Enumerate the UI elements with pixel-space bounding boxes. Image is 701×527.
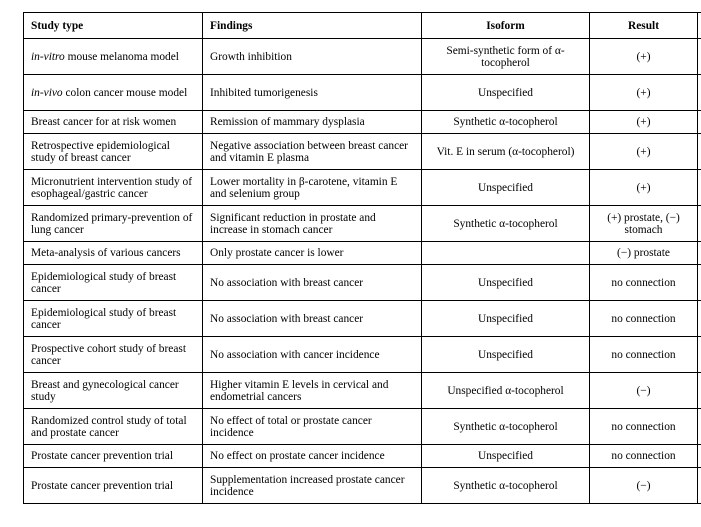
study-type-text: Epidemiological study of breast cancer bbox=[31, 306, 177, 331]
table-row bbox=[24, 170, 701, 206]
cell-result: (−) prostate bbox=[590, 242, 698, 265]
cell-study-type bbox=[24, 242, 203, 265]
cell-findings: Only prostate cancer is lower bbox=[203, 242, 422, 265]
cell-findings: Remission of mammary dysplasia bbox=[203, 111, 422, 134]
cell-findings: Significant reduction in prostate and increase in stomach cancer bbox=[203, 206, 422, 242]
table-row bbox=[24, 39, 701, 75]
cell-isoform: Unspecified α-tocopherol bbox=[422, 373, 590, 409]
cell-findings: No association with breast cancer bbox=[203, 265, 422, 301]
study-type-text: mouse melanoma model bbox=[64, 50, 179, 63]
cell-extra-column bbox=[698, 445, 701, 468]
table-row bbox=[24, 337, 701, 373]
cell-isoform: Unspecified bbox=[422, 170, 590, 206]
cell-study-type bbox=[24, 301, 203, 337]
cell-result: (+) prostate, (−) stomach bbox=[590, 206, 698, 242]
vitamin-e-studies-table bbox=[23, 12, 701, 504]
study-type-text: Meta-analysis of various cancers bbox=[31, 247, 181, 260]
cell-extra-column bbox=[698, 301, 701, 337]
cell-study-type bbox=[24, 468, 203, 504]
cell-isoform: Unspecified bbox=[422, 337, 590, 373]
cell-isoform: Synthetic α-tocopherol bbox=[422, 409, 590, 445]
study-type-text: Randomized primary-prevention of lung cancer bbox=[31, 211, 193, 236]
cell-findings: No association with breast cancer bbox=[203, 301, 422, 337]
cell-study-type bbox=[24, 206, 203, 242]
cell-result: no connection bbox=[590, 337, 698, 373]
cell-extra-column bbox=[698, 134, 701, 170]
header-isoform: Isoform bbox=[422, 13, 590, 39]
cell-study-type bbox=[24, 111, 203, 134]
header-study-type: Study type bbox=[24, 13, 203, 39]
study-type-text: Micronutrient intervention study of esophageal/gastric cancer bbox=[31, 175, 193, 200]
study-type-text: Retrospective epidemiological study of breast cancer bbox=[31, 139, 170, 164]
cell-study-type bbox=[24, 373, 203, 409]
cell-isoform: Unspecified bbox=[422, 75, 590, 111]
cell-isoform: Synthetic α-tocopherol bbox=[422, 468, 590, 504]
cell-result: (+) bbox=[590, 170, 698, 206]
table-row bbox=[24, 373, 701, 409]
cell-findings: Inhibited tumorigenesis bbox=[203, 75, 422, 111]
cell-extra-column bbox=[698, 409, 701, 445]
cell-findings: No effect on prostate cancer incidence bbox=[203, 445, 422, 468]
cell-extra-column bbox=[698, 337, 701, 373]
cell-study-type bbox=[24, 134, 203, 170]
study-type-text: Prostate cancer prevention trial bbox=[31, 479, 174, 492]
cell-extra-column bbox=[698, 265, 701, 301]
cell-findings: Supplementation increased prostate cancer incidence bbox=[203, 468, 422, 504]
study-type-text: colon cancer mouse model bbox=[62, 86, 188, 99]
table-row bbox=[24, 445, 701, 468]
table-row bbox=[24, 206, 701, 242]
cell-study-type bbox=[24, 337, 203, 373]
cell-extra-column bbox=[698, 206, 701, 242]
cell-isoform: Vit. E in serum (α-tocopherol) bbox=[422, 134, 590, 170]
cell-result: (+) bbox=[590, 111, 698, 134]
cell-findings: Higher vitamin E levels in cervical and endometrial cancers bbox=[203, 373, 422, 409]
table-row bbox=[24, 134, 701, 170]
cell-study-type bbox=[24, 409, 203, 445]
cell-extra-column bbox=[698, 242, 701, 265]
table-row bbox=[24, 111, 701, 134]
cell-isoform bbox=[422, 242, 590, 265]
cell-findings: Lower mortality in β-carotene, vitamin E and selenium group bbox=[203, 170, 422, 206]
cell-isoform: Unspecified bbox=[422, 301, 590, 337]
cell-extra-column bbox=[698, 75, 701, 111]
cell-findings: Growth inhibition bbox=[203, 39, 422, 75]
header-result: Result bbox=[590, 13, 698, 39]
cell-extra-column bbox=[698, 111, 701, 134]
table-row bbox=[24, 242, 701, 265]
study-type-text: Epidemiological study of breast cancer bbox=[31, 270, 177, 295]
cell-study-type bbox=[24, 265, 203, 301]
cell-result: (−) bbox=[590, 373, 698, 409]
table-row bbox=[24, 301, 701, 337]
table-header-row bbox=[24, 13, 701, 39]
table-row bbox=[24, 409, 701, 445]
study-type-text: Randomized control study of total and prostate cancer bbox=[31, 414, 187, 439]
header-findings: Findings bbox=[203, 13, 422, 39]
cell-result: no connection bbox=[590, 301, 698, 337]
cell-result: (−) bbox=[590, 468, 698, 504]
header-extra-column bbox=[698, 13, 701, 39]
study-type-text: Prostate cancer prevention trial bbox=[31, 450, 174, 463]
cell-result: no connection bbox=[590, 445, 698, 468]
cell-study-type bbox=[24, 75, 203, 111]
study-type-italic-prefix: in-vivo bbox=[31, 86, 63, 99]
cell-result: (+) bbox=[590, 75, 698, 111]
table-row bbox=[24, 265, 701, 301]
cell-isoform: Unspecified bbox=[422, 445, 590, 468]
cell-extra-column bbox=[698, 170, 701, 206]
cell-isoform: Unspecified bbox=[422, 265, 590, 301]
cell-study-type bbox=[24, 445, 203, 468]
study-type-italic-prefix: in-vitro bbox=[31, 50, 65, 63]
cell-result: no connection bbox=[590, 409, 698, 445]
table-row bbox=[24, 468, 701, 504]
cell-extra-column bbox=[698, 468, 701, 504]
study-type-text: Breast cancer for at risk women bbox=[31, 116, 177, 129]
cell-extra-column bbox=[698, 39, 701, 75]
cell-isoform: Synthetic α-tocopherol bbox=[422, 111, 590, 134]
study-type-text: Breast and gynecological cancer study bbox=[31, 378, 179, 403]
cell-extra-column bbox=[698, 373, 701, 409]
cell-findings: No association with cancer incidence bbox=[203, 337, 422, 373]
cell-findings: No effect of total or prostate cancer incidence bbox=[203, 409, 422, 445]
cell-isoform: Synthetic α-tocopherol bbox=[422, 206, 590, 242]
cell-study-type bbox=[24, 39, 203, 75]
cell-findings: Negative association between breast cancer and vitamin E plasma bbox=[203, 134, 422, 170]
cell-result: (+) bbox=[590, 39, 698, 75]
table-body bbox=[24, 39, 701, 504]
study-type-text: Prospective cohort study of breast cancer bbox=[31, 342, 187, 367]
table-row bbox=[24, 75, 701, 111]
cell-result: (+) bbox=[590, 134, 698, 170]
cell-study-type bbox=[24, 170, 203, 206]
cell-result: no connection bbox=[590, 265, 698, 301]
cell-isoform: Semi-synthetic form of α-tocopherol bbox=[422, 39, 590, 75]
